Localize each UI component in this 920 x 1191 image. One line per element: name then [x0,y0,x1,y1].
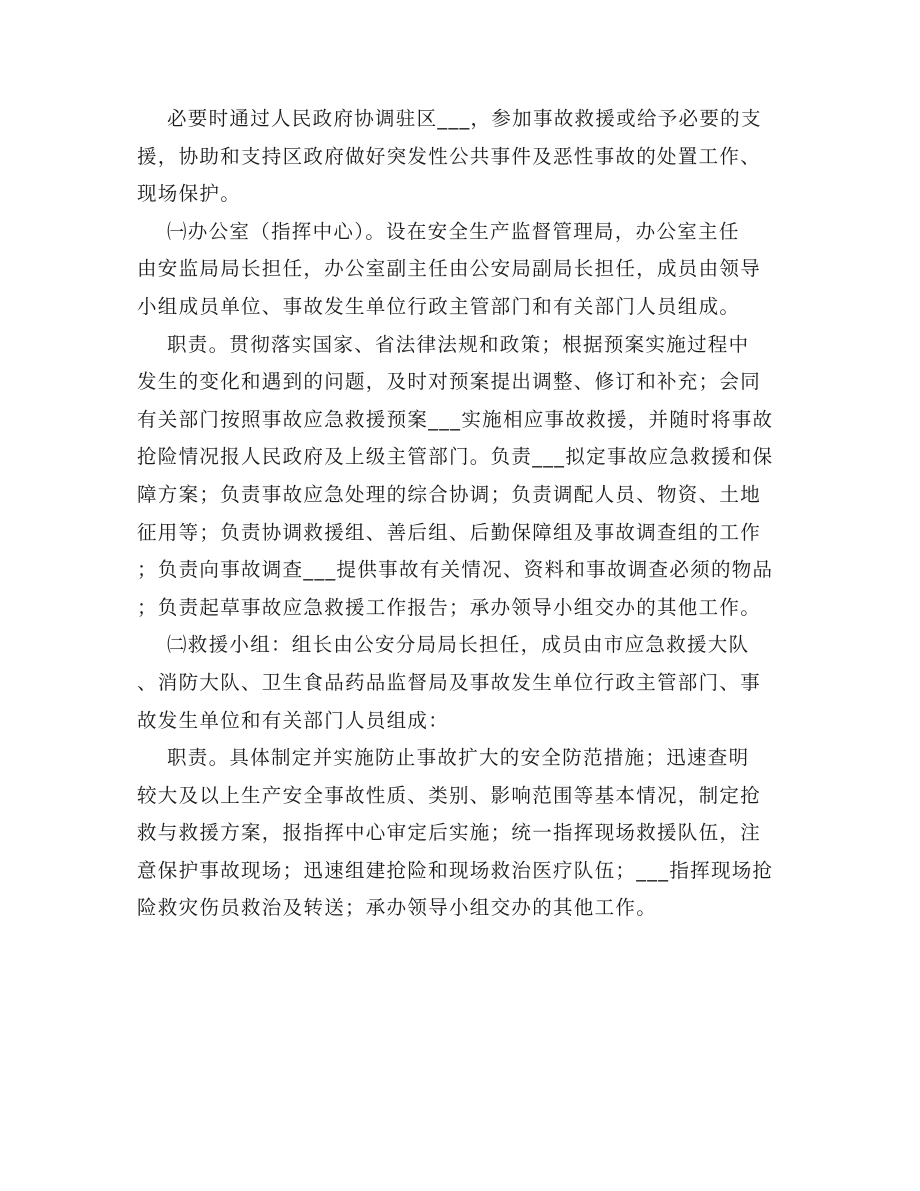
text-line: 职责。贯彻落实国家、省法律法规和政策；根据预案实施过程中 [137,332,750,356]
text-line: ；负责起草事故应急救援工作报告；承办领导小组交办的其他工作。 [137,595,762,619]
paragraph-office [137,213,787,326]
text-line: 障方案；负责事故应急处理的综合协调；负责调配人员、物资、土地 [137,482,762,506]
text-line: 职责。具体制定并实施防止事故扩大的安全防范措施；迅速查明 [137,746,750,770]
text-line: 较大及以上生产安全事故性质、类别、影响范围等基本情况，制定抢 [137,783,762,807]
text-line: 小组成员单位、事故发生单位行政主管部门和有关部门人员组成。 [137,294,741,318]
text-line: 由安监局局长担任，办公室副主任由公安局副局长担任，成员由领导 [137,257,762,281]
text-line: 发生的变化和遇到的问题，及时对预案提出调整、修订和补充；会同 [137,370,762,394]
document-body [137,100,787,927]
paragraph-support [137,100,787,213]
text-line: 、消防大队、卫生食品药品监督局及事故发生单位行政主管部门、事 [137,670,762,694]
text-line: 险救灾伤员救治及转送；承办领导小组交办的其他工作。 [137,896,658,920]
text-line: ；负责向事故调查___提供事故有关情况、资料和事故调查必须的物品 [137,558,774,582]
text-line: 故发生单位和有关部门人员组成： [137,708,450,732]
text-line: 有关部门按照事故应急救援预案___实施相应事故救援，并随时将事故 [137,407,774,431]
text-line: 征用等；负责协调救援组、善后组、后勤保障组及事故调查组的工作 [137,520,762,544]
text-line: 抢险情况报人民政府及上级主管部门。负责___拟定事故应急救援和保 [137,445,774,469]
text-line: ㈠办公室（指挥中心）。设在安全生产监督管理局，办公室主任 [137,219,740,243]
paragraph-office-duties [137,326,787,627]
paragraph-rescue-team [137,626,787,739]
text-line: ㈡救援小组：组长由公安分局局长担任，成员由市应急救援大队 [137,633,750,657]
text-line: 救与救援方案，报指挥中心审定后实施；统一指挥现场救援队伍，注 [137,821,762,845]
paragraph-rescue-duties [137,739,787,927]
text-line: 援，协助和支持区政府做好突发性公共事件及恶性事故的处置工作、 [137,144,762,168]
text-line: 意保护事故现场；迅速组建抢险和现场救治医疗队伍；___指挥现场抢 [137,858,774,882]
text-line: 现场保护。 [137,182,242,206]
text-line: 必要时通过人民政府协调驻区___，参加事故救援或给予必要的支 [137,107,762,130]
